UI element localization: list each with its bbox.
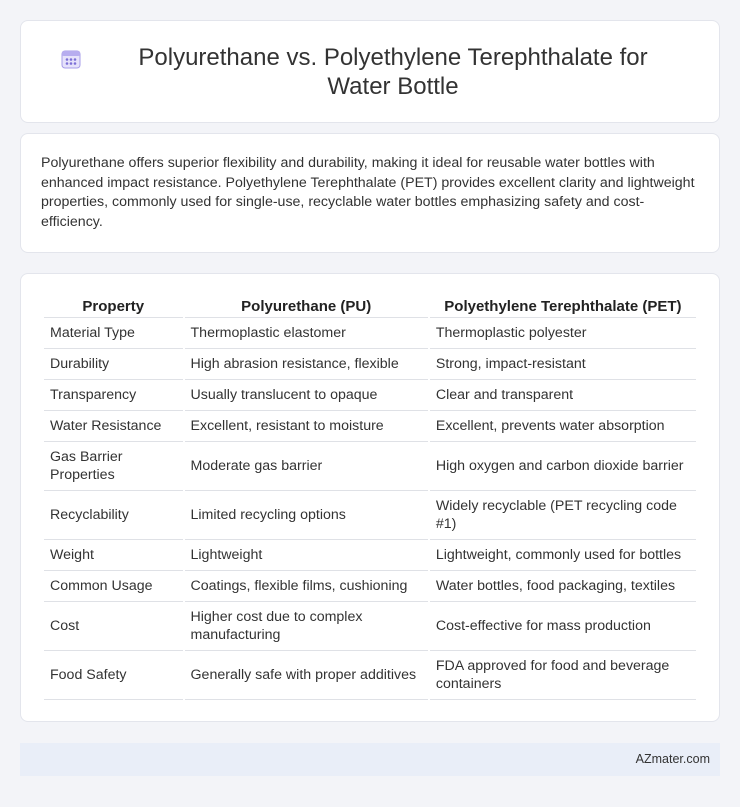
row-pu-value: Thermoplastic elastomer	[185, 318, 428, 349]
table-row	[44, 571, 696, 602]
row-pu-value: Lightweight	[185, 540, 428, 571]
row-pu-value: Usually translucent to opaque	[185, 380, 428, 411]
row-property: Recyclability	[44, 491, 183, 540]
table-row	[44, 651, 696, 700]
row-property: Cost	[44, 602, 183, 651]
row-pu-value: Higher cost due to complex manufacturing	[185, 602, 428, 651]
header-property: Property	[44, 294, 183, 318]
row-property: Food Safety	[44, 651, 183, 700]
row-property: Common Usage	[44, 571, 183, 602]
row-pet-value: Thermoplastic polyester	[430, 318, 696, 349]
intro-card	[20, 133, 720, 253]
comparison-table	[42, 294, 698, 700]
row-pu-value: Excellent, resistant to moisture	[185, 411, 428, 442]
row-pu-value: Generally safe with proper additives	[185, 651, 428, 700]
row-pet-value: Cost-effective for mass production	[430, 602, 696, 651]
row-pet-value: High oxygen and carbon dioxide barrier	[430, 442, 696, 491]
footer-brand[interactable]: AZmater.com	[635, 752, 710, 766]
header-pet: Polyethylene Terephthalate (PET)	[430, 294, 696, 318]
table-row	[44, 602, 696, 651]
row-pu-value: Coatings, flexible films, cushioning	[185, 571, 428, 602]
intro-text: Polyurethane offers superior flexibility and durability, making it ideal for reusable water bottles with enhanced impact resistance. Polyethylene Terephthalate (PET) provides excellent clarity and lightweight properties, commonly used for single-use, recyclable water bottles emphasizing safety and cost-efficiency.	[41, 155, 695, 230]
footer	[20, 743, 720, 776]
row-pet-value: Water bottles, food packaging, textiles	[430, 571, 696, 602]
table-row	[44, 318, 696, 349]
table-row	[44, 442, 696, 491]
row-pet-value: Excellent, prevents water absorption	[430, 411, 696, 442]
page-title: Polyurethane vs. Polyethylene Terephthalate for Water Bottle	[138, 43, 648, 100]
row-pu-value: Limited recycling options	[185, 491, 428, 540]
table-row	[44, 411, 696, 442]
row-pet-value: Lightweight, commonly used for bottles	[430, 540, 696, 571]
comparison-card	[20, 273, 720, 722]
row-property: Material Type	[44, 318, 183, 349]
title-wrap	[60, 43, 680, 101]
table-row	[44, 349, 696, 380]
row-pet-value: Widely recyclable (PET recycling code #1)	[430, 491, 696, 540]
row-pu-value: Moderate gas barrier	[185, 442, 428, 491]
row-property: Transparency	[44, 380, 183, 411]
row-pet-value: FDA approved for food and beverage containers	[430, 651, 696, 700]
row-property: Water Resistance	[44, 411, 183, 442]
header-pu: Polyurethane (PU)	[185, 294, 428, 318]
row-property: Durability	[44, 349, 183, 380]
row-pet-value: Strong, impact-resistant	[430, 349, 696, 380]
row-property: Weight	[44, 540, 183, 571]
table-row	[44, 491, 696, 540]
title-card	[20, 20, 720, 123]
row-property: Gas Barrier Properties	[44, 442, 183, 491]
table-row	[44, 380, 696, 411]
table-row	[44, 540, 696, 571]
table-header-row	[44, 294, 696, 318]
row-pu-value: High abrasion resistance, flexible	[185, 349, 428, 380]
row-pet-value: Clear and transparent	[430, 380, 696, 411]
calendar-grid-icon	[60, 48, 82, 70]
